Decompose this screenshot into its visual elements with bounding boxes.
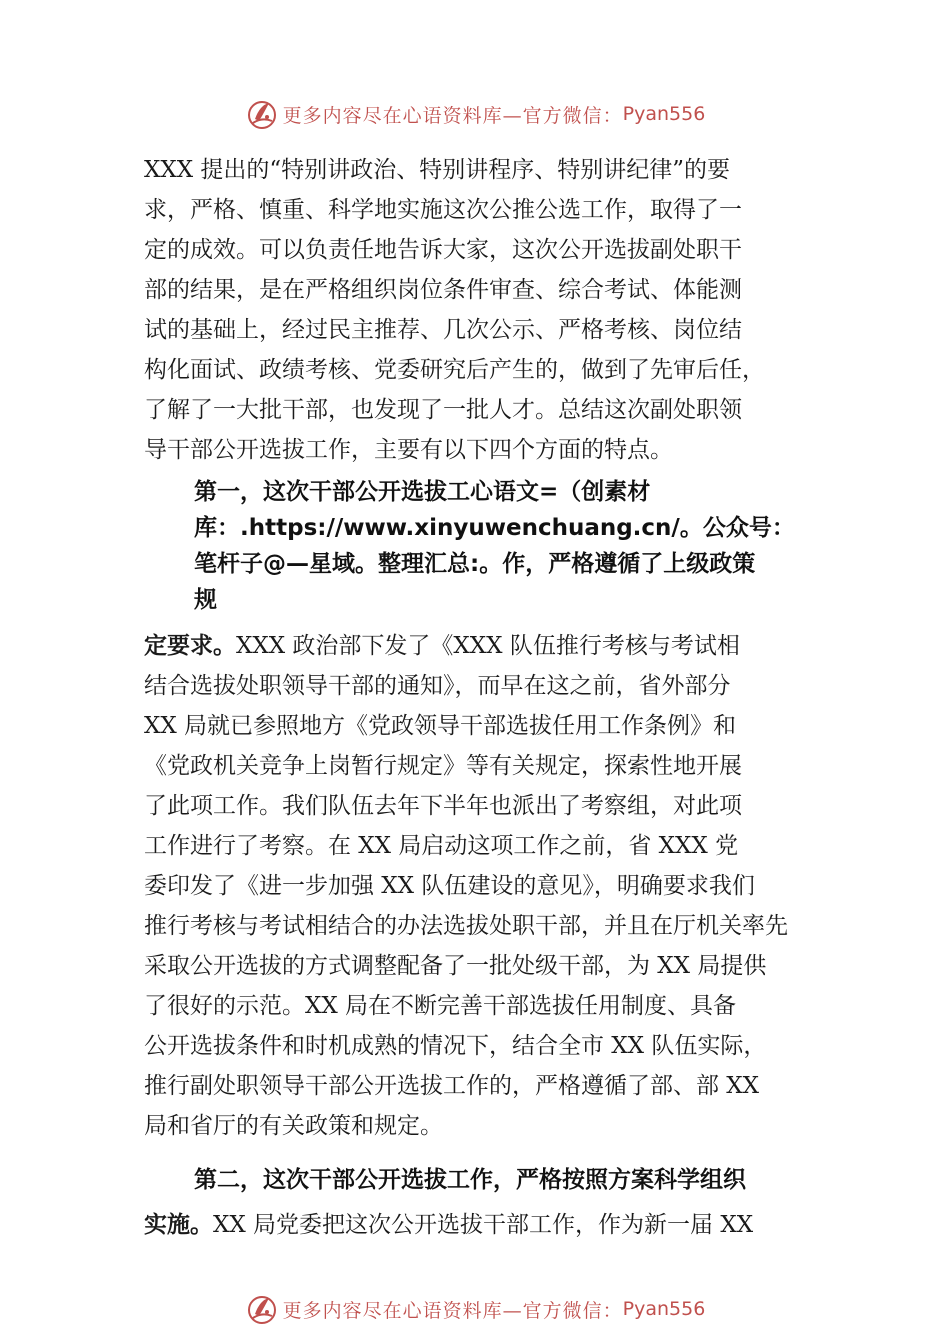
section-heading-2: 第二，这次干部公开选拔工作，严格按照方案科学组织: [194, 1167, 746, 1193]
paragraph-lead-bold: 实施。: [144, 1212, 213, 1238]
text-line: 构化面试、政绩考核、党委研究后产生的，做到了先审后任，: [144, 357, 765, 383]
text-line: XXX 提出的“特别讲政治、特别讲程序、特别讲纪律”的要: [144, 157, 730, 183]
heading-line: 第一，这次干部公开选拔工心语文=（创素材: [194, 479, 651, 505]
paragraph-3: [144, 1205, 834, 1245]
text-line: 了此项工作。我们队伍去年下半年也派出了考察组，对此项: [144, 793, 742, 819]
text-line: 试的基础上，经过民主推荐、几次公示、严格考核、岗位结: [144, 317, 742, 343]
paragraph-2: [144, 626, 834, 1146]
banner-text: 更多内容尽在心语资料库—官方微信：: [282, 104, 623, 127]
text-line: 部的结果，是在严格组织岗位条件审查、综合考试、体能测: [144, 277, 742, 303]
text-line: XX 局就已参照地方《党政领导干部选拔任用工作条例》和: [144, 713, 737, 739]
header-banner: [0, 94, 950, 134]
text-line: 导干部公开选拔工作，主要有以下四个方面的特点。: [144, 437, 673, 463]
text-line: 工作进行了考察。在 XX 局启动这项工作之前，省 XXX 党: [144, 833, 739, 859]
text-line: [144, 1205, 834, 1245]
text-line-rest: XX 局党委把这次公开选拔干部工作，作为新一届 XX: [213, 1212, 754, 1238]
text-line: 推行考核与考试相结合的办法选拔处职干部，并且在厅机关率先: [144, 913, 788, 939]
section-heading-1: [194, 474, 874, 618]
text-line: 了解了一大批干部，也发现了一批人才。总结这次副处职领: [144, 397, 742, 423]
paragraph-1: [144, 150, 834, 470]
banner-wechat-id: Pyan556: [622, 1298, 706, 1320]
text-line: [144, 626, 834, 666]
banner-wechat-id: Pyan556: [622, 103, 706, 125]
text-line: 求，严格、慎重、科学地实施这次公推公选工作，取得了一: [144, 197, 742, 223]
paragraph-lead-bold: 定要求。: [144, 633, 236, 659]
banner-text: 更多内容尽在心语资料库—官方微信：: [282, 1299, 623, 1322]
heading-line: 笔杆子@—星域。整理汇总:。作，严格遵循了上级政策: [194, 551, 756, 577]
text-line: 《党政机关竞争上岗暂行规定》等有关规定，探索性地开展: [144, 753, 742, 779]
calligraphy-logo-icon: [245, 1292, 279, 1326]
text-line: 采取公开选拔的方式调整配备了一批处级干部，为 XX 局提供: [144, 953, 767, 979]
text-line: 结合选拔处职领导干部的通知》，而早在这之前，省外部分: [144, 673, 731, 699]
text-line: 公开选拔条件和时机成熟的情况下，结合全市 XX 队伍实际，: [144, 1033, 767, 1059]
text-line: 委印发了《进一步加强 XX 队伍建设的意见》，明确要求我们: [144, 873, 755, 899]
text-line: 局和省厅的有关政策和规定。: [144, 1113, 443, 1139]
heading-line: 库：.https://www.xinyuwenchuang.cn/。公众号：: [194, 515, 795, 541]
footer-banner: [0, 1289, 950, 1329]
calligraphy-logo-icon: [245, 97, 279, 131]
heading-line: 规: [194, 587, 217, 613]
text-line: 了很好的示范。XX 局在不断完善干部选拔任用制度、具备: [144, 993, 737, 1019]
text-line-rest: XXX 政治部下发了《XXX 队伍推行考核与考试相: [236, 633, 740, 659]
text-line: 定的成效。可以负责任地告诉大家，这次公开选拔副处职干: [144, 237, 742, 263]
text-line: 推行副处职领导干部公开选拔工作的，严格遵循了部、部 XX: [144, 1073, 760, 1099]
